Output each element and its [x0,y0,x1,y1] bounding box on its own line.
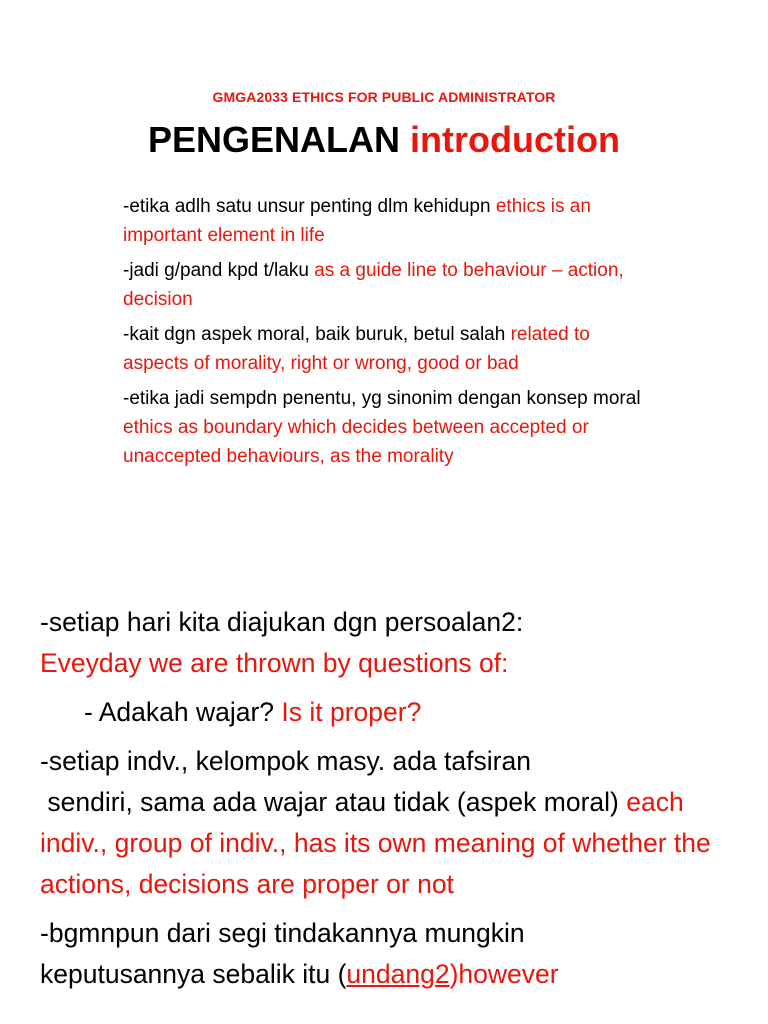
bullet-item [123,256,653,314]
bullet-malay: -etika adlh satu unsur penting dlm kehidupn [123,196,491,217]
bullet-malay: -etika jadi sempdn penentu, yg sinonim dengan konsep moral [123,388,641,409]
title-malay: PENGENALAN [148,119,401,160]
decision-malay: keputusannya sebalik itu ( [40,959,347,989]
line-interpretation: -setiap indv., kelompok masy. ada tafsiran [40,746,531,776]
slide-body [40,602,752,995]
question-item [40,692,752,733]
question-english: Is it proper? [281,697,422,727]
line-decision [40,954,752,995]
interpretation-malay: sendiri, sama ada wajar atau tidak (aspek moral) [40,787,619,817]
line-everyday-malay: -setiap hari kita diajukan dgn persoalan2: [40,607,524,637]
slide-questions [0,560,768,1024]
line-interpretation-continued [40,782,752,905]
bullet-list [123,192,653,477]
line-however: -bgmnpun dari segi tindakannya mungkin [40,918,525,948]
bullet-malay: -kait dgn aspek moral, baik buruk, betul salah [123,324,506,345]
title-english: introduction [410,119,620,160]
slide-title [0,118,768,162]
bullet-english: ethics is an important element in life [123,196,591,246]
interpretation-english: each indiv., group of indiv., has its own meaning of whether the actions, decisions are proper or not [40,787,711,899]
question-malay: - Adakah wajar? [84,697,275,727]
bullet-english: as a guide line to behaviour – action, decision [123,260,624,310]
bullet-english: ethics as boundary which decides between accepted or unaccepted behaviours, as the morality [123,417,589,467]
however-english: )however [449,959,559,989]
line-everyday-english: Eveyday we are thrown by questions of: [40,648,509,678]
bullet-english: related to aspects of morality, right or wrong, good or bad [123,324,590,374]
bullet-item [123,384,653,471]
course-code-heading: GMGA2033 ETHICS FOR PUBLIC ADMINISTRATOR [212,89,556,105]
law-reference: undang2 [346,959,450,989]
bullet-item [123,192,653,250]
bullet-malay: -jadi g/pand kpd t/laku [123,260,309,281]
bullet-item [123,320,653,378]
